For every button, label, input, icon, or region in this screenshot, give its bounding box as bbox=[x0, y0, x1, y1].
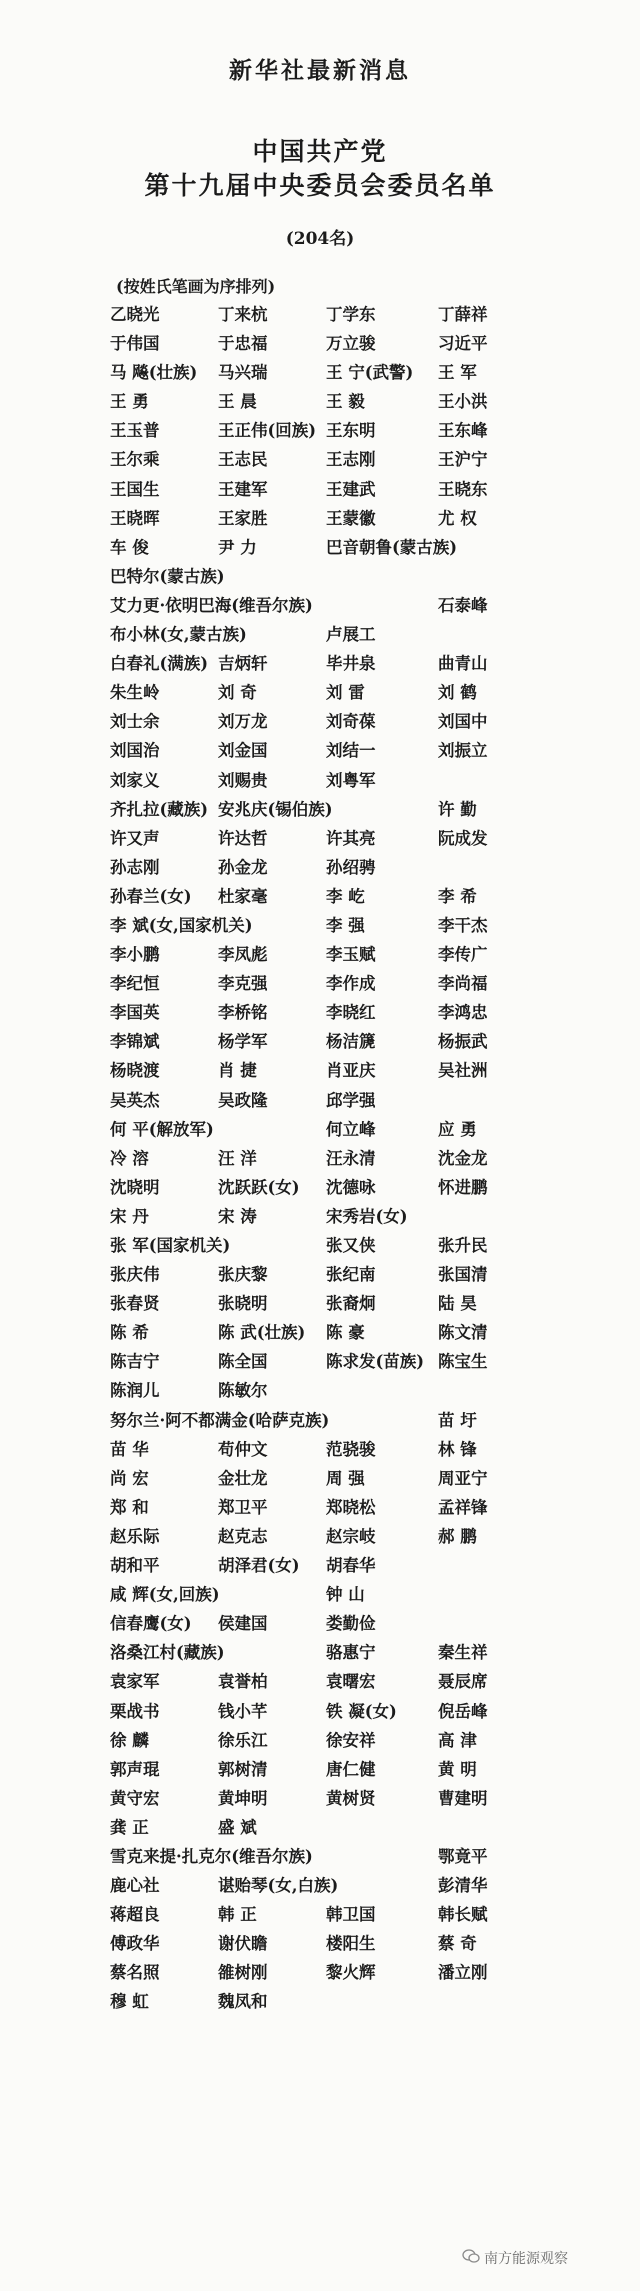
member-name: 徐 麟 bbox=[110, 1730, 149, 1750]
member-name: 杜家毫 bbox=[218, 886, 268, 906]
member-name: 胡和平 bbox=[110, 1556, 160, 1576]
member-name: 石泰峰 bbox=[438, 595, 488, 615]
member-name: 张升民 bbox=[438, 1236, 488, 1255]
member-name: 李小鹏 bbox=[110, 945, 160, 965]
member-name: 王建武 bbox=[326, 479, 376, 499]
member-name: 郑卫平 bbox=[218, 1497, 268, 1517]
member-name: 穆 虹 bbox=[110, 1992, 149, 2012]
member-name: 龚 正 bbox=[110, 1817, 149, 1837]
committee-heading: 第十九届中央委员会委员名单 bbox=[144, 171, 496, 200]
member-name: 李 斌(女,国家机关) bbox=[110, 915, 253, 935]
name-row bbox=[110, 1056, 550, 1085]
member-name: 刘 奇 bbox=[218, 683, 257, 703]
name-row bbox=[110, 1376, 550, 1405]
member-name: 李 强 bbox=[326, 915, 365, 935]
member-name: 张春贤 bbox=[110, 1294, 160, 1314]
member-name: 张又侠 bbox=[326, 1236, 376, 1255]
name-row bbox=[110, 591, 550, 620]
member-name: 栗战书 bbox=[110, 1701, 160, 1721]
member-name: 陈求发(苗族) bbox=[326, 1352, 425, 1372]
member-name: 王小洪 bbox=[438, 392, 488, 412]
member-name: 沈跃跃(女) bbox=[218, 1177, 300, 1197]
member-name: 周亚宁 bbox=[438, 1468, 488, 1488]
member-name: 刘家义 bbox=[110, 770, 160, 790]
member-name: 王沪宁 bbox=[438, 450, 488, 470]
name-row bbox=[110, 504, 550, 533]
member-name: 杨学军 bbox=[218, 1032, 268, 1052]
member-name: 朱生岭 bbox=[110, 683, 160, 703]
member-name: 杨洁篪 bbox=[326, 1032, 376, 1052]
member-name: 刘国治 bbox=[110, 741, 160, 761]
member-name: 王 勇 bbox=[110, 392, 149, 412]
member-name: 刘 雷 bbox=[326, 683, 365, 703]
member-name: 丁来杭 bbox=[218, 305, 268, 324]
member-name: 车 俊 bbox=[110, 537, 149, 557]
member-name: 袁曙宏 bbox=[326, 1672, 376, 1692]
name-row bbox=[110, 1435, 550, 1464]
member-name: 苗 华 bbox=[110, 1439, 149, 1459]
name-row bbox=[110, 358, 550, 387]
member-name: 于忠福 bbox=[218, 334, 268, 354]
name-row bbox=[110, 329, 550, 358]
member-name: 骆惠宁 bbox=[326, 1643, 376, 1663]
member-name: 钟 山 bbox=[326, 1585, 365, 1605]
name-row bbox=[110, 475, 550, 504]
member-name: 李国英 bbox=[110, 1003, 160, 1023]
member-name: 卢展工 bbox=[326, 625, 376, 645]
member-name: 李凤彪 bbox=[218, 945, 268, 965]
member-name: 盛 斌 bbox=[218, 1817, 257, 1837]
name-row bbox=[110, 707, 550, 736]
member-name: 孙春兰(女) bbox=[110, 886, 192, 906]
member-name: 沈德咏 bbox=[326, 1177, 376, 1197]
member-name: 彭清华 bbox=[438, 1876, 488, 1896]
member-name: 谢伏瞻 bbox=[218, 1934, 268, 1954]
member-name: 胡春华 bbox=[326, 1556, 376, 1576]
member-name: 齐扎拉(藏族) bbox=[110, 799, 209, 819]
member-name: 李克强 bbox=[218, 974, 268, 994]
member-name: 陈宝生 bbox=[438, 1352, 488, 1372]
name-row bbox=[110, 1900, 550, 1929]
member-name: 赵宗岐 bbox=[326, 1526, 376, 1546]
name-row bbox=[110, 1609, 550, 1638]
name-row bbox=[110, 940, 550, 969]
member-name: 刘万龙 bbox=[218, 712, 268, 732]
name-row bbox=[110, 1929, 550, 1958]
member-name: 安兆庆(锡伯族) bbox=[218, 799, 333, 819]
member-name: 李纪恒 bbox=[110, 974, 160, 994]
member-name: 李晓红 bbox=[326, 1003, 376, 1023]
member-name: 陈 豪 bbox=[326, 1323, 365, 1343]
member-name: 金壮龙 bbox=[218, 1468, 268, 1488]
member-name: 何立峰 bbox=[326, 1119, 376, 1139]
member-name: 郑 和 bbox=[110, 1497, 149, 1517]
member-name: 阮成发 bbox=[438, 828, 488, 848]
member-name: 王 军 bbox=[438, 363, 477, 383]
name-row bbox=[110, 736, 550, 765]
member-name: 尤 权 bbox=[438, 508, 477, 528]
member-name: 蔡名照 bbox=[110, 1963, 160, 1983]
name-row bbox=[110, 1173, 550, 1202]
member-name: 咸 辉(女,回族) bbox=[110, 1585, 220, 1605]
member-name: 林 锋 bbox=[438, 1439, 477, 1459]
name-row bbox=[110, 1115, 550, 1144]
name-row bbox=[110, 1580, 550, 1609]
member-name: 侯建国 bbox=[218, 1614, 268, 1634]
wechat-icon bbox=[462, 2249, 480, 2263]
member-name: 马兴瑞 bbox=[218, 363, 268, 383]
member-name: 唐仁健 bbox=[326, 1759, 376, 1779]
member-name: 胡泽君(女) bbox=[218, 1556, 300, 1576]
member-name: 杨振武 bbox=[438, 1032, 488, 1052]
member-name: 陈润儿 bbox=[110, 1381, 160, 1401]
name-row bbox=[110, 1667, 550, 1696]
member-name: 丁薛祥 bbox=[438, 305, 488, 324]
member-name: 王建军 bbox=[218, 479, 268, 499]
member-name: 曹建明 bbox=[438, 1788, 488, 1808]
member-name: 娄勤俭 bbox=[326, 1614, 376, 1634]
name-row bbox=[110, 1493, 550, 1522]
member-name: 郑晓松 bbox=[326, 1497, 376, 1517]
name-row bbox=[110, 1958, 550, 1987]
name-row bbox=[110, 533, 550, 562]
member-name: 袁家军 bbox=[110, 1672, 160, 1692]
member-name: 汪 洋 bbox=[218, 1148, 257, 1168]
member-name: 陆 昊 bbox=[438, 1294, 477, 1314]
member-name: 刘奇葆 bbox=[326, 712, 376, 732]
member-name: 万立骏 bbox=[326, 334, 376, 354]
name-row bbox=[110, 1522, 550, 1551]
member-name: 刘粤军 bbox=[326, 770, 376, 790]
name-row bbox=[110, 1144, 550, 1173]
member-name: 刘士余 bbox=[110, 712, 160, 732]
member-name: 王 毅 bbox=[326, 392, 365, 412]
member-name: 钱小芊 bbox=[218, 1701, 268, 1721]
member-name-list bbox=[110, 300, 550, 2017]
member-name: 陈文清 bbox=[438, 1323, 488, 1343]
member-name: 孙金龙 bbox=[218, 857, 268, 877]
member-name: 王晓东 bbox=[438, 479, 488, 499]
member-name: 韩长赋 bbox=[438, 1905, 488, 1925]
name-row bbox=[110, 1289, 550, 1318]
member-name: 黄树贤 bbox=[326, 1788, 376, 1808]
member-name: 孙绍骋 bbox=[326, 857, 376, 877]
member-name: 苟仲文 bbox=[218, 1439, 268, 1459]
member-name: 丁学东 bbox=[326, 305, 376, 324]
member-name: 尚 宏 bbox=[110, 1468, 149, 1488]
member-name: 鹿心社 bbox=[110, 1876, 160, 1896]
member-name: 徐安祥 bbox=[326, 1730, 376, 1750]
name-row bbox=[110, 1813, 550, 1842]
member-name: 何 平(解放军) bbox=[110, 1119, 214, 1139]
member-name: 邱学强 bbox=[326, 1090, 376, 1110]
party-heading: 中国共产党 bbox=[252, 137, 388, 166]
name-row bbox=[110, 824, 550, 853]
member-name: 谌贻琴(女,白族) bbox=[218, 1876, 339, 1896]
member-name: 黄 明 bbox=[438, 1759, 477, 1779]
name-row bbox=[110, 1638, 550, 1667]
member-name: 王家胜 bbox=[218, 508, 268, 528]
member-name: 王东明 bbox=[326, 421, 376, 441]
member-name: 苗 圩 bbox=[438, 1410, 477, 1430]
watermark-text: 南方能源观察 bbox=[484, 2251, 568, 2267]
member-name: 许达哲 bbox=[218, 828, 268, 848]
name-row bbox=[110, 853, 550, 882]
member-name: 韩 正 bbox=[218, 1905, 257, 1925]
member-name: 许 勤 bbox=[438, 799, 477, 819]
name-row bbox=[110, 766, 550, 795]
member-name: 周 强 bbox=[326, 1468, 365, 1488]
member-name: 应 勇 bbox=[438, 1119, 477, 1139]
member-name: 郝 鹏 bbox=[438, 1526, 477, 1546]
member-name: 王东峰 bbox=[438, 421, 488, 441]
member-name: 曲青山 bbox=[438, 654, 488, 674]
member-name: 杨晓渡 bbox=[110, 1061, 160, 1081]
member-name: 洛桑江村(藏族) bbox=[110, 1643, 225, 1663]
name-row bbox=[110, 562, 550, 591]
member-name: 王国生 bbox=[110, 479, 160, 499]
member-name: 张国清 bbox=[438, 1265, 488, 1285]
member-name: 李 屹 bbox=[326, 886, 365, 906]
member-name: 孟祥锋 bbox=[438, 1497, 488, 1517]
name-row bbox=[110, 678, 550, 707]
member-name: 孙志刚 bbox=[110, 857, 160, 877]
member-name: 许其亮 bbox=[326, 828, 376, 848]
member-name: 吴政隆 bbox=[218, 1090, 268, 1110]
member-name: 毕井泉 bbox=[326, 654, 376, 674]
member-name: 倪岳峰 bbox=[438, 1701, 488, 1721]
member-name: 张庆伟 bbox=[110, 1265, 160, 1285]
member-name: 李鸿忠 bbox=[438, 1003, 488, 1023]
member-name: 李干杰 bbox=[438, 915, 488, 935]
name-row bbox=[110, 1871, 550, 1900]
member-name: 王 宁(武警) bbox=[326, 363, 414, 383]
member-name: 赵克志 bbox=[218, 1526, 268, 1546]
name-row bbox=[110, 969, 550, 998]
member-name: 魏凤和 bbox=[218, 1992, 268, 2012]
member-name: 刘金国 bbox=[218, 741, 268, 761]
name-row bbox=[110, 795, 550, 824]
member-name: 楼阳生 bbox=[326, 1934, 376, 1954]
name-row bbox=[110, 1406, 550, 1435]
member-name: 沈晓明 bbox=[110, 1177, 160, 1197]
member-name: 陈 希 bbox=[110, 1323, 149, 1343]
member-name: 于伟国 bbox=[110, 334, 160, 354]
member-name: 范骁骏 bbox=[326, 1439, 376, 1459]
member-name: 尹 力 bbox=[218, 537, 257, 557]
member-name: 沈金龙 bbox=[438, 1148, 488, 1168]
member-name: 陈吉宁 bbox=[110, 1352, 160, 1372]
name-row bbox=[110, 445, 550, 474]
member-name: 李桥铭 bbox=[218, 1003, 268, 1023]
member-name: 傅政华 bbox=[110, 1934, 160, 1954]
member-name: 秦生祥 bbox=[438, 1643, 488, 1663]
member-name: 雪克来提·扎克尔(维吾尔族) bbox=[110, 1846, 313, 1866]
member-name: 赵乐际 bbox=[110, 1526, 160, 1546]
member-name: 乙晓光 bbox=[110, 305, 160, 324]
member-name: 李传广 bbox=[438, 945, 488, 965]
member-name: 王志刚 bbox=[326, 450, 376, 470]
member-name: 黄坤明 bbox=[218, 1788, 268, 1808]
member-name: 鄂竟平 bbox=[438, 1846, 488, 1866]
member-name: 郭树清 bbox=[218, 1759, 268, 1779]
member-name: 王蒙徽 bbox=[326, 508, 376, 528]
name-row bbox=[110, 911, 550, 940]
member-name: 聂辰席 bbox=[438, 1672, 488, 1692]
member-name: 信春鹰(女) bbox=[110, 1614, 192, 1634]
member-name: 宋 涛 bbox=[218, 1206, 257, 1226]
member-name: 肖亚庆 bbox=[326, 1061, 376, 1081]
member-name: 雒树刚 bbox=[218, 1963, 268, 1983]
member-name: 黄守宏 bbox=[110, 1788, 160, 1808]
name-row bbox=[110, 1347, 550, 1376]
member-name: 王尔乘 bbox=[110, 450, 160, 470]
news-source-title: 新华社最新消息 bbox=[229, 57, 411, 84]
member-name: 王 晨 bbox=[218, 392, 257, 412]
member-name: 布小林(女,蒙古族) bbox=[110, 625, 247, 645]
member-name: 马 飚(壮族) bbox=[110, 363, 198, 383]
member-name: 王晓晖 bbox=[110, 508, 160, 528]
member-name: 李作成 bbox=[326, 974, 376, 994]
member-name: 王志民 bbox=[218, 450, 268, 470]
member-name: 李锦斌 bbox=[110, 1032, 160, 1052]
name-row bbox=[110, 1027, 550, 1056]
member-name: 张裔炯 bbox=[326, 1294, 376, 1314]
name-row bbox=[110, 1987, 550, 2016]
name-row bbox=[110, 1260, 550, 1289]
member-name: 韩卫国 bbox=[326, 1905, 376, 1925]
name-row bbox=[110, 300, 550, 329]
member-name: 刘国中 bbox=[438, 712, 488, 732]
name-row bbox=[110, 1755, 550, 1784]
name-row bbox=[110, 1726, 550, 1755]
member-name: 巴特尔(蒙古族) bbox=[110, 566, 225, 586]
ordering-note: (按姓氏笔画为序排列) bbox=[116, 277, 276, 296]
member-name: 李 希 bbox=[438, 886, 477, 906]
member-name: 肖 捷 bbox=[218, 1061, 257, 1081]
member-name: 张晓明 bbox=[218, 1294, 268, 1314]
member-name: 袁誉柏 bbox=[218, 1672, 268, 1692]
name-row bbox=[110, 620, 550, 649]
member-name: 冷 溶 bbox=[110, 1148, 149, 1168]
name-row bbox=[110, 1464, 550, 1493]
name-row bbox=[110, 998, 550, 1027]
name-row bbox=[110, 1697, 550, 1726]
name-row bbox=[110, 1318, 550, 1347]
member-name: 刘赐贵 bbox=[218, 770, 268, 790]
member-name: 张庆黎 bbox=[218, 1265, 268, 1285]
member-name: 陈敏尔 bbox=[218, 1381, 268, 1401]
member-name: 艾力更·依明巴海(维吾尔族) bbox=[110, 595, 313, 615]
member-name: 陈 武(壮族) bbox=[218, 1323, 306, 1343]
member-name: 吴英杰 bbox=[110, 1090, 160, 1110]
member-name: 蒋超良 bbox=[110, 1905, 160, 1925]
name-row bbox=[110, 1086, 550, 1115]
name-row bbox=[110, 387, 550, 416]
name-row bbox=[110, 1842, 550, 1871]
name-row bbox=[110, 882, 550, 911]
name-row bbox=[110, 1551, 550, 1580]
member-name: 张 军(国家机关) bbox=[110, 1236, 231, 1255]
member-name: 徐乐江 bbox=[218, 1730, 268, 1750]
member-name: 黎火辉 bbox=[326, 1963, 376, 1983]
member-name: 蔡 奇 bbox=[438, 1934, 477, 1954]
member-name: 李尚福 bbox=[438, 974, 488, 994]
member-name: 王正伟(回族) bbox=[218, 421, 317, 441]
name-row bbox=[110, 416, 550, 445]
member-name: 吴社洲 bbox=[438, 1061, 488, 1081]
member-name: 吉炳轩 bbox=[218, 654, 268, 674]
member-name: 李玉赋 bbox=[326, 945, 376, 965]
member-name: 潘立刚 bbox=[438, 1963, 488, 1983]
member-name: 刘 鹤 bbox=[438, 683, 477, 703]
member-name: 郭声琨 bbox=[110, 1759, 160, 1779]
member-count: (204名) bbox=[285, 229, 355, 249]
member-name: 张纪南 bbox=[326, 1265, 376, 1285]
member-name: 宋 丹 bbox=[110, 1206, 149, 1226]
name-row bbox=[110, 1231, 550, 1260]
member-name: 刘结一 bbox=[326, 741, 376, 761]
name-row bbox=[110, 1784, 550, 1813]
name-row bbox=[110, 1202, 550, 1231]
member-name: 王玉普 bbox=[110, 421, 160, 441]
member-name: 习近平 bbox=[438, 334, 488, 354]
member-name: 白春礼(满族) bbox=[110, 654, 209, 674]
member-name: 铁 凝(女) bbox=[326, 1701, 397, 1721]
member-name: 高 津 bbox=[438, 1730, 477, 1750]
member-name: 汪永清 bbox=[326, 1148, 376, 1168]
member-name: 许又声 bbox=[110, 828, 160, 848]
member-name: 刘振立 bbox=[438, 741, 488, 761]
member-name: 怀进鹏 bbox=[438, 1177, 488, 1197]
member-name: 陈全国 bbox=[218, 1352, 268, 1372]
name-row bbox=[110, 649, 550, 678]
member-name: 努尔兰·阿不都满金(哈萨克族) bbox=[110, 1410, 330, 1430]
member-name: 巴音朝鲁(蒙古族) bbox=[326, 537, 458, 557]
member-name: 宋秀岩(女) bbox=[326, 1206, 408, 1226]
